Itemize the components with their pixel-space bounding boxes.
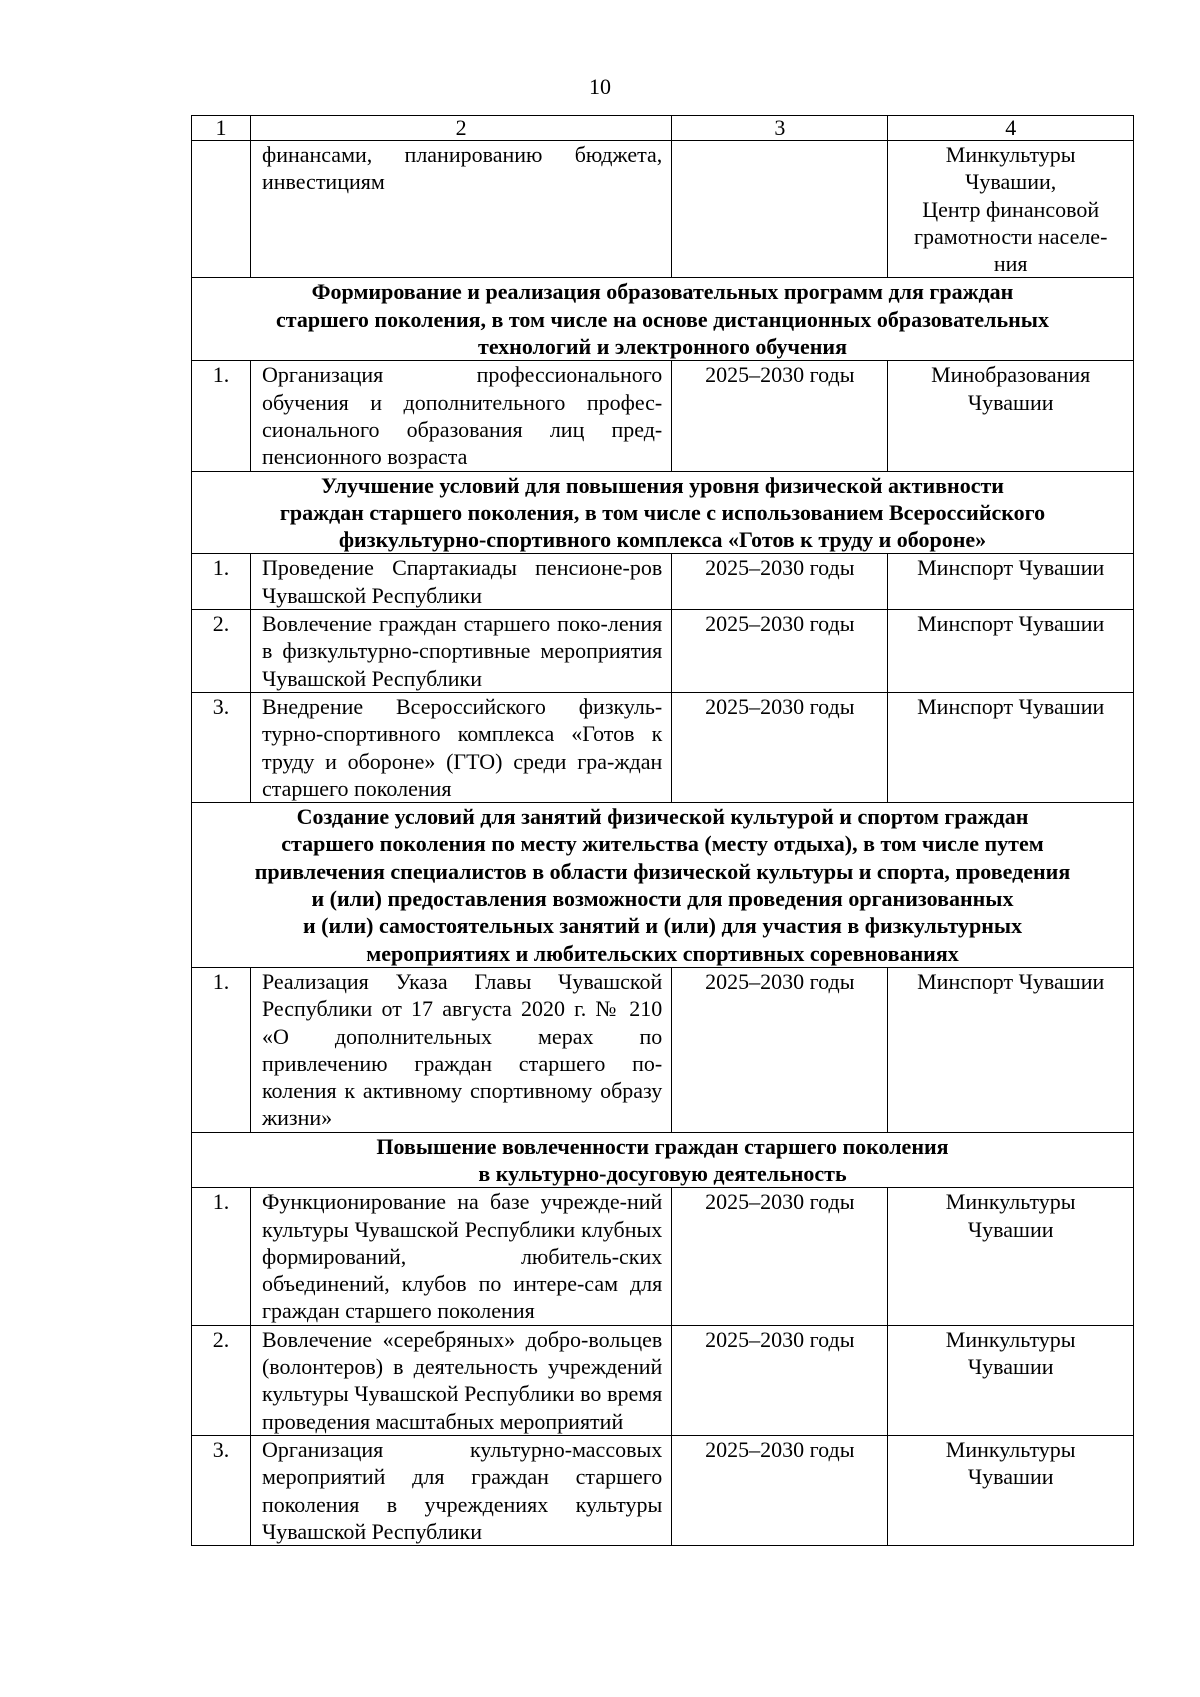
responsible-executor-line: ния xyxy=(993,251,1028,277)
section-heading-line: физкультурно-спортивного комплекса «Готов к труду и обороне» xyxy=(338,527,987,553)
table-row xyxy=(192,692,1134,802)
responsible-executor-line: Центр финансовой xyxy=(922,196,1100,222)
measure-description: финансами, планированию бюджета, инвестициям xyxy=(250,141,671,278)
implementation-period: 2025–2030 годы xyxy=(672,610,888,693)
section-heading-line: технологий и электронного обучения xyxy=(478,334,847,360)
section-heading-line: Повышение вовлеченности граждан старшего поколения xyxy=(376,1133,949,1159)
section-heading-line: мероприятиях и любительских спортивных соревнованиях xyxy=(366,940,959,966)
responsible-executor-line: Чувашии xyxy=(967,1464,1054,1490)
section-heading-line: Создание условий для занятий физической культурой и спортом граждан xyxy=(296,804,1029,830)
table-row xyxy=(192,141,1134,278)
section-heading-line: Улучшение условий для повышения уровня физической активности xyxy=(321,472,1004,498)
table-row xyxy=(192,1435,1134,1545)
responsible-executor xyxy=(888,1188,1134,1325)
row-number: 2. xyxy=(192,1325,251,1435)
measure-description: Проведение Спартакиады пенсионе-ров Чувашской Республики xyxy=(250,554,671,610)
responsible-executor-line: Минспорт Чувашии xyxy=(917,555,1105,581)
responsible-executor-line: Минспорт Чувашии xyxy=(917,611,1105,637)
section-heading xyxy=(192,471,1134,554)
table-row xyxy=(192,1188,1134,1325)
section-heading-line: в культурно-досуговую деятельность xyxy=(478,1160,847,1186)
table-row xyxy=(192,610,1134,693)
section-heading-line: привлечения специалистов в области физической культуры и спорта, проведения xyxy=(254,858,1071,884)
responsible-executor-line: грамотности населе- xyxy=(913,223,1108,249)
section-heading-row xyxy=(192,471,1134,554)
column-header: 2 xyxy=(250,116,671,141)
responsible-executor xyxy=(888,361,1134,471)
responsible-executor xyxy=(888,141,1134,278)
row-number: 1. xyxy=(192,1188,251,1325)
responsible-executor-line: Чувашии xyxy=(967,389,1054,415)
measure-description: Вовлечение граждан старшего поко-ления в физкультурно-спортивные мероприятия Чувашской Республики xyxy=(250,610,671,693)
column-header: 1 xyxy=(192,116,251,141)
section-heading-line: Формирование и реализация образовательных программ для граждан xyxy=(311,279,1014,305)
responsible-executor xyxy=(888,692,1134,802)
implementation-period: 2025–2030 годы xyxy=(672,361,888,471)
row-number: 1. xyxy=(192,554,251,610)
section-heading-line: и (или) предоставления возможности для проведения организованных xyxy=(311,886,1014,912)
row-number: 2. xyxy=(192,610,251,693)
implementation-period: 2025–2030 годы xyxy=(672,1325,888,1435)
section-heading-line: старшего поколения по месту жительства (месту отдыха), в том числе путем xyxy=(281,831,1044,857)
implementation-period xyxy=(672,141,888,278)
column-header: 4 xyxy=(888,116,1134,141)
implementation-period: 2025–2030 годы xyxy=(672,554,888,610)
page-number: 10 xyxy=(589,74,611,99)
row-number: 1. xyxy=(192,361,251,471)
section-heading xyxy=(192,1132,1134,1188)
responsible-executor-line: Минспорт Чувашии xyxy=(917,693,1105,719)
responsible-executor-line: Минкультуры xyxy=(945,142,1076,167)
responsible-executor-line: Минспорт Чувашии xyxy=(917,968,1105,994)
responsible-executor-line: Чувашии, xyxy=(965,169,1057,195)
section-heading-row xyxy=(192,278,1134,361)
measure-description: Вовлечение «серебряных» добро-вольцев (волонтеров) в деятельность учреждений культуры Чувашской Республики во время проведения масштабных мероприятий xyxy=(250,1325,671,1435)
section-heading xyxy=(192,803,1134,968)
section-heading-line: граждан старшего поколения, в том числе с использованием Всероссийского xyxy=(279,499,1046,525)
responsible-executor xyxy=(888,967,1134,1132)
measure-description: Организация культурно-массовых мероприятий для граждан старшего поколения в учреждениях культуры Чувашской Республики xyxy=(250,1435,671,1545)
responsible-executor-line: Минобразования xyxy=(931,362,1091,388)
measure-description: Функционирование на базе учрежде-ний культуры Чувашской Республики клубных формирований, любитель-ских объединений, клубов по интере-сам для граждан старшего поколения xyxy=(250,1188,671,1325)
responsible-executor xyxy=(888,1435,1134,1545)
responsible-executor-line: Чувашии xyxy=(967,1354,1054,1380)
responsible-executor xyxy=(888,610,1134,693)
section-heading-line: старшего поколения, в том числе на основе дистанционных образовательных xyxy=(276,306,1049,332)
responsible-executor-line: Чувашии xyxy=(967,1216,1054,1242)
measure-description: Организация профессионального обучения и дополнительного профес-сионального образования лиц пред-пенсионного возраста xyxy=(250,361,671,471)
table-row xyxy=(192,1325,1134,1435)
measure-description: Реализация Указа Главы Чувашской Республики от 17 августа 2020 г. № 210 «О дополнительных мерах по привлечению граждан старшего по-коления к активному спортивному образу жизни» xyxy=(250,967,671,1132)
implementation-period: 2025–2030 годы xyxy=(672,967,888,1132)
table-row xyxy=(192,554,1134,610)
row-number: 1. xyxy=(192,967,251,1132)
section-heading-row xyxy=(192,803,1134,968)
column-header: 3 xyxy=(672,116,888,141)
measure-description: Внедрение Всероссийского физкуль-турно-спортивного комплекса «Готов к труду и обороне» (ГТО) среди гра-ждан старшего поколения xyxy=(250,692,671,802)
section-heading-line: и (или) самостоятельных занятий и (или) для участия в физкультурных xyxy=(302,913,1023,939)
section-heading-row xyxy=(192,1132,1134,1188)
table-row xyxy=(192,967,1134,1132)
table-header-row xyxy=(192,116,1134,141)
responsible-executor-line: Минкультуры xyxy=(945,1189,1076,1215)
responsible-executor-line: Минкультуры xyxy=(945,1436,1076,1462)
row-number: 3. xyxy=(192,1435,251,1545)
row-number: 3. xyxy=(192,692,251,802)
measures-table xyxy=(191,115,1134,1546)
responsible-executor-line: Минкультуры xyxy=(945,1326,1076,1352)
responsible-executor xyxy=(888,1325,1134,1435)
implementation-period: 2025–2030 годы xyxy=(672,692,888,802)
responsible-executor xyxy=(888,554,1134,610)
implementation-period: 2025–2030 годы xyxy=(672,1188,888,1325)
implementation-period: 2025–2030 годы xyxy=(672,1435,888,1545)
row-number xyxy=(192,141,251,278)
section-heading xyxy=(192,278,1134,361)
table-row xyxy=(192,361,1134,471)
